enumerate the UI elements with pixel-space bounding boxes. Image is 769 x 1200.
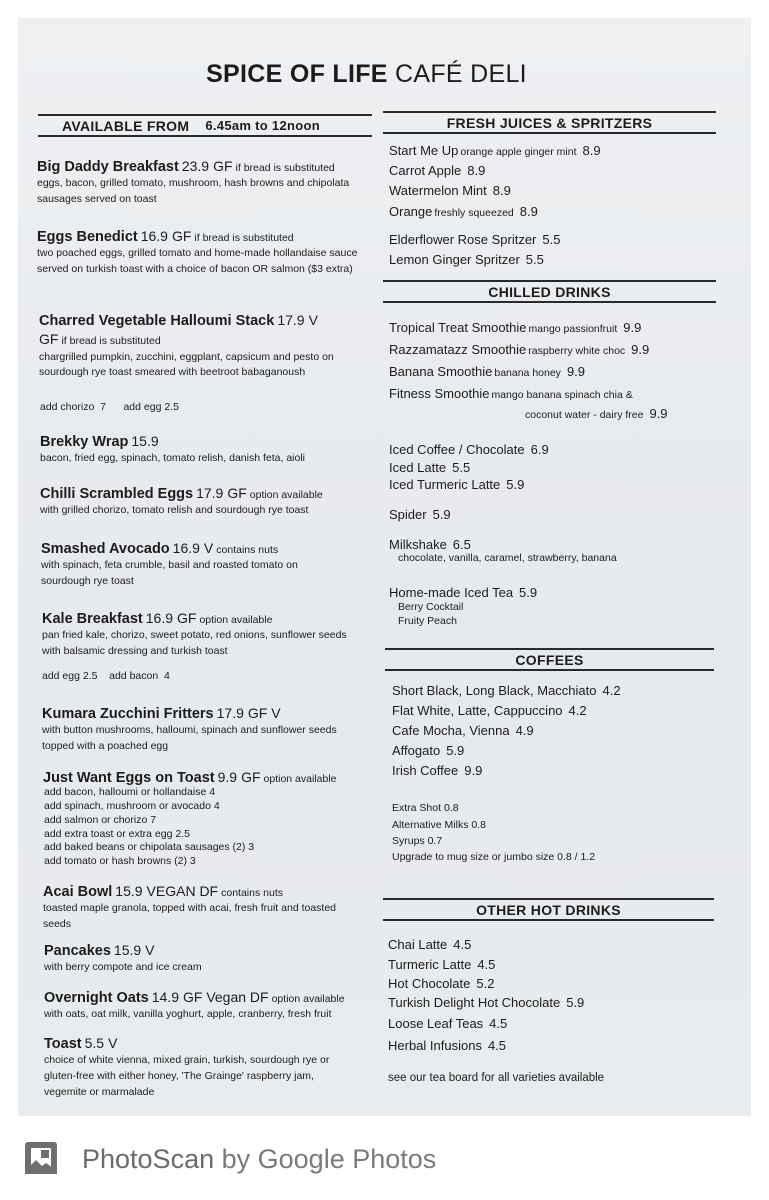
drink-item: Orange freshly squeezed 8.9 xyxy=(389,204,538,219)
smoothie-item: Razzamatazz Smoothie raspberry white choc 9.9 xyxy=(389,342,650,357)
coffee-item: Affogato 5.9 xyxy=(392,743,465,758)
iced-item: Iced Coffee / Chocolate 6.9 xyxy=(389,442,549,457)
coffee-extra: Syrups 0.7 xyxy=(392,835,443,847)
spider-item: Spider 5.9 xyxy=(389,507,451,522)
coffee-extra: Upgrade to mug size or jumbo size 0.8 / 1.2 xyxy=(392,851,596,863)
milkshake-item: Milkshake 6.5 xyxy=(389,537,471,552)
smoothie-item: Tropical Treat Smoothie mango passionfruit 9.9 xyxy=(389,320,642,335)
coffee-item: Flat White, Latte, Cappuccino 4.2 xyxy=(392,703,587,718)
add-ons: add chorizo 7 add egg 2.5 xyxy=(40,401,179,413)
drink-item: Lemon Ginger Spritzer 5.5 xyxy=(389,252,544,267)
hot-drink-item: Turmeric Latte 4.5 xyxy=(388,957,496,972)
add-on-line: add salmon or chorizo 7 xyxy=(44,813,157,826)
available-from-label: AVAILABLE FROM xyxy=(62,117,190,134)
hot-drink-item: Herbal Infusions 4.5 xyxy=(388,1038,507,1053)
drink-item: Start Me Up orange apple ginger mint 8.9 xyxy=(389,143,601,158)
smoothie-item-cont: coconut water - dairy free 9.9 xyxy=(525,406,668,421)
hot-drink-item: Hot Chocolate 5.2 xyxy=(388,976,495,991)
coffee-extra: Extra Shot 0.8 xyxy=(392,802,459,814)
add-on-line: add bacon, halloumi or hollandaise 4 xyxy=(44,786,216,798)
add-ons: add egg 2.5 add bacon 4 xyxy=(42,670,170,682)
menu-item: Toast 5.5 V choice of white vienna, mixed grain, turkish, sourdough rye or gluten-free with either honey, 'The Grainge' raspberry jam, vegemite or marmalade xyxy=(44,1035,330,1098)
coffees-header: COFFEES xyxy=(385,648,714,671)
iced-item: Iced Latte 5.5 xyxy=(389,460,471,475)
iced-item: Iced Turmeric Latte 5.9 xyxy=(389,477,525,492)
menu-item: Overnight Oats 14.9 GF Vegan DF option available with oats, oat milk, vanilla yoghurt, apple, cranberry, fresh fruit xyxy=(44,989,345,1021)
hot-drink-item: Turkish Delight Hot Chocolate 5.9 xyxy=(388,995,585,1010)
title-light: CAFÉ DELI xyxy=(395,60,527,88)
hot-drinks-header: OTHER HOT DRINKS xyxy=(383,898,714,921)
menu-item: Just Want Eggs on Toast 9.9 GF option available xyxy=(43,769,337,786)
add-on-line: add spinach, mushroom or avocado 4 xyxy=(44,799,220,812)
smoothie-item: Banana Smoothie banana honey 9.9 xyxy=(389,364,586,379)
coffee-item: Short Black, Long Black, Macchiato 4.2 xyxy=(392,683,621,698)
coffee-extra: Alternative Milks 0.8 xyxy=(392,819,486,831)
menu-item: Eggs Benedict 16.9 GF if bread is substituted two poached eggs, grilled tomato and home-made hollandaise sauce served on turkish toast with a choice of bacon OR salmon ($3 extra) xyxy=(37,228,358,276)
coffee-item: Irish Coffee 9.9 xyxy=(392,763,483,778)
iced-tea-option: Fruity Peach xyxy=(398,615,457,627)
hot-drink-item: Loose Leaf Teas 4.5 xyxy=(388,1016,508,1031)
iced-tea-item: Home-made Iced Tea 5.9 xyxy=(389,585,538,600)
drink-item: Watermelon Mint 8.9 xyxy=(389,183,511,198)
available-from-header xyxy=(38,114,372,137)
menu-item: Kale Breakfast 16.9 GF option available pan fried kale, chorizo, sweet potato, red onions, sunflower seeds with balsamic dressing and turkish toast xyxy=(42,610,347,658)
menu-item: Smashed Avocado 16.9 V contains nuts with spinach, feta crumble, basil and roasted tomato on sourdough rye toast xyxy=(41,540,298,588)
menu-item: Pancakes 15.9 V with berry compote and ice cream xyxy=(44,942,202,974)
add-on-line: add extra toast or extra egg 2.5 xyxy=(44,827,190,840)
available-from-hours: 6.45am to 12noon xyxy=(205,118,320,133)
smoothie-item: Fitness Smoothie mango banana spinach chia & xyxy=(389,386,633,401)
menu-item: Kumara Zucchini Fritters 17.9 GF V with button mushrooms, halloumi, spinach and sunflower seeds topped with a poached egg xyxy=(42,705,337,753)
menu-item: Charred Vegetable Halloumi Stack 17.9 V GF if bread is substituted chargrilled pumpkin, zucchini, eggplant, capsicum and pesto on sourdough rye toast smeared with beetroot babaganoush xyxy=(39,312,334,379)
iced-tea-option: Berry Cocktail xyxy=(398,601,464,613)
tea-board-note: see our tea board for all varieties available xyxy=(388,1072,605,1084)
milkshake-flavours: chocolate, vanilla, caramel, strawberry, banana xyxy=(398,552,617,564)
add-on-line: add tomato or hash browns (2) 3 xyxy=(44,855,196,868)
drink-item: Elderflower Rose Spritzer 5.5 xyxy=(389,232,561,247)
page-title xyxy=(0,60,733,89)
menu-item: Big Daddy Breakfast 23.9 GF if bread is substituted eggs, bacon, grilled tomato, mushroom, hash browns and chipolata sausages served on toast xyxy=(37,158,350,206)
menu-item: Chilli Scrambled Eggs 17.9 GF option available with grilled chorizo, tomato relish and sourdough rye toast xyxy=(40,485,323,517)
menu-item: Acai Bowl 15.9 VEGAN DF contains nuts toasted maple granola, topped with acai, fresh fruit and toasted seeds xyxy=(43,883,337,931)
menu-item: Brekky Wrap 15.9 bacon, fried egg, spinach, tomato relish, danish feta, aioli xyxy=(40,433,305,465)
coffee-item: Cafe Mocha, Vienna 4.9 xyxy=(392,723,534,738)
chilled-header: CHILLED DRINKS xyxy=(383,280,716,303)
photoscan-icon xyxy=(24,1141,58,1175)
juices-header: FRESH JUICES & SPRITZERS xyxy=(383,111,716,134)
add-on-line: add baked beans or chipolata sausages (2) 3 xyxy=(44,841,255,854)
title-bold: SPICE OF LIFE xyxy=(206,60,388,88)
photoscan-brand: PhotoScan by Google Photos xyxy=(82,1144,437,1174)
hot-drink-item: Chai Latte 4.5 xyxy=(388,937,472,952)
drink-item: Carrot Apple 8.9 xyxy=(389,163,486,178)
eggs-add-ons xyxy=(44,786,254,869)
